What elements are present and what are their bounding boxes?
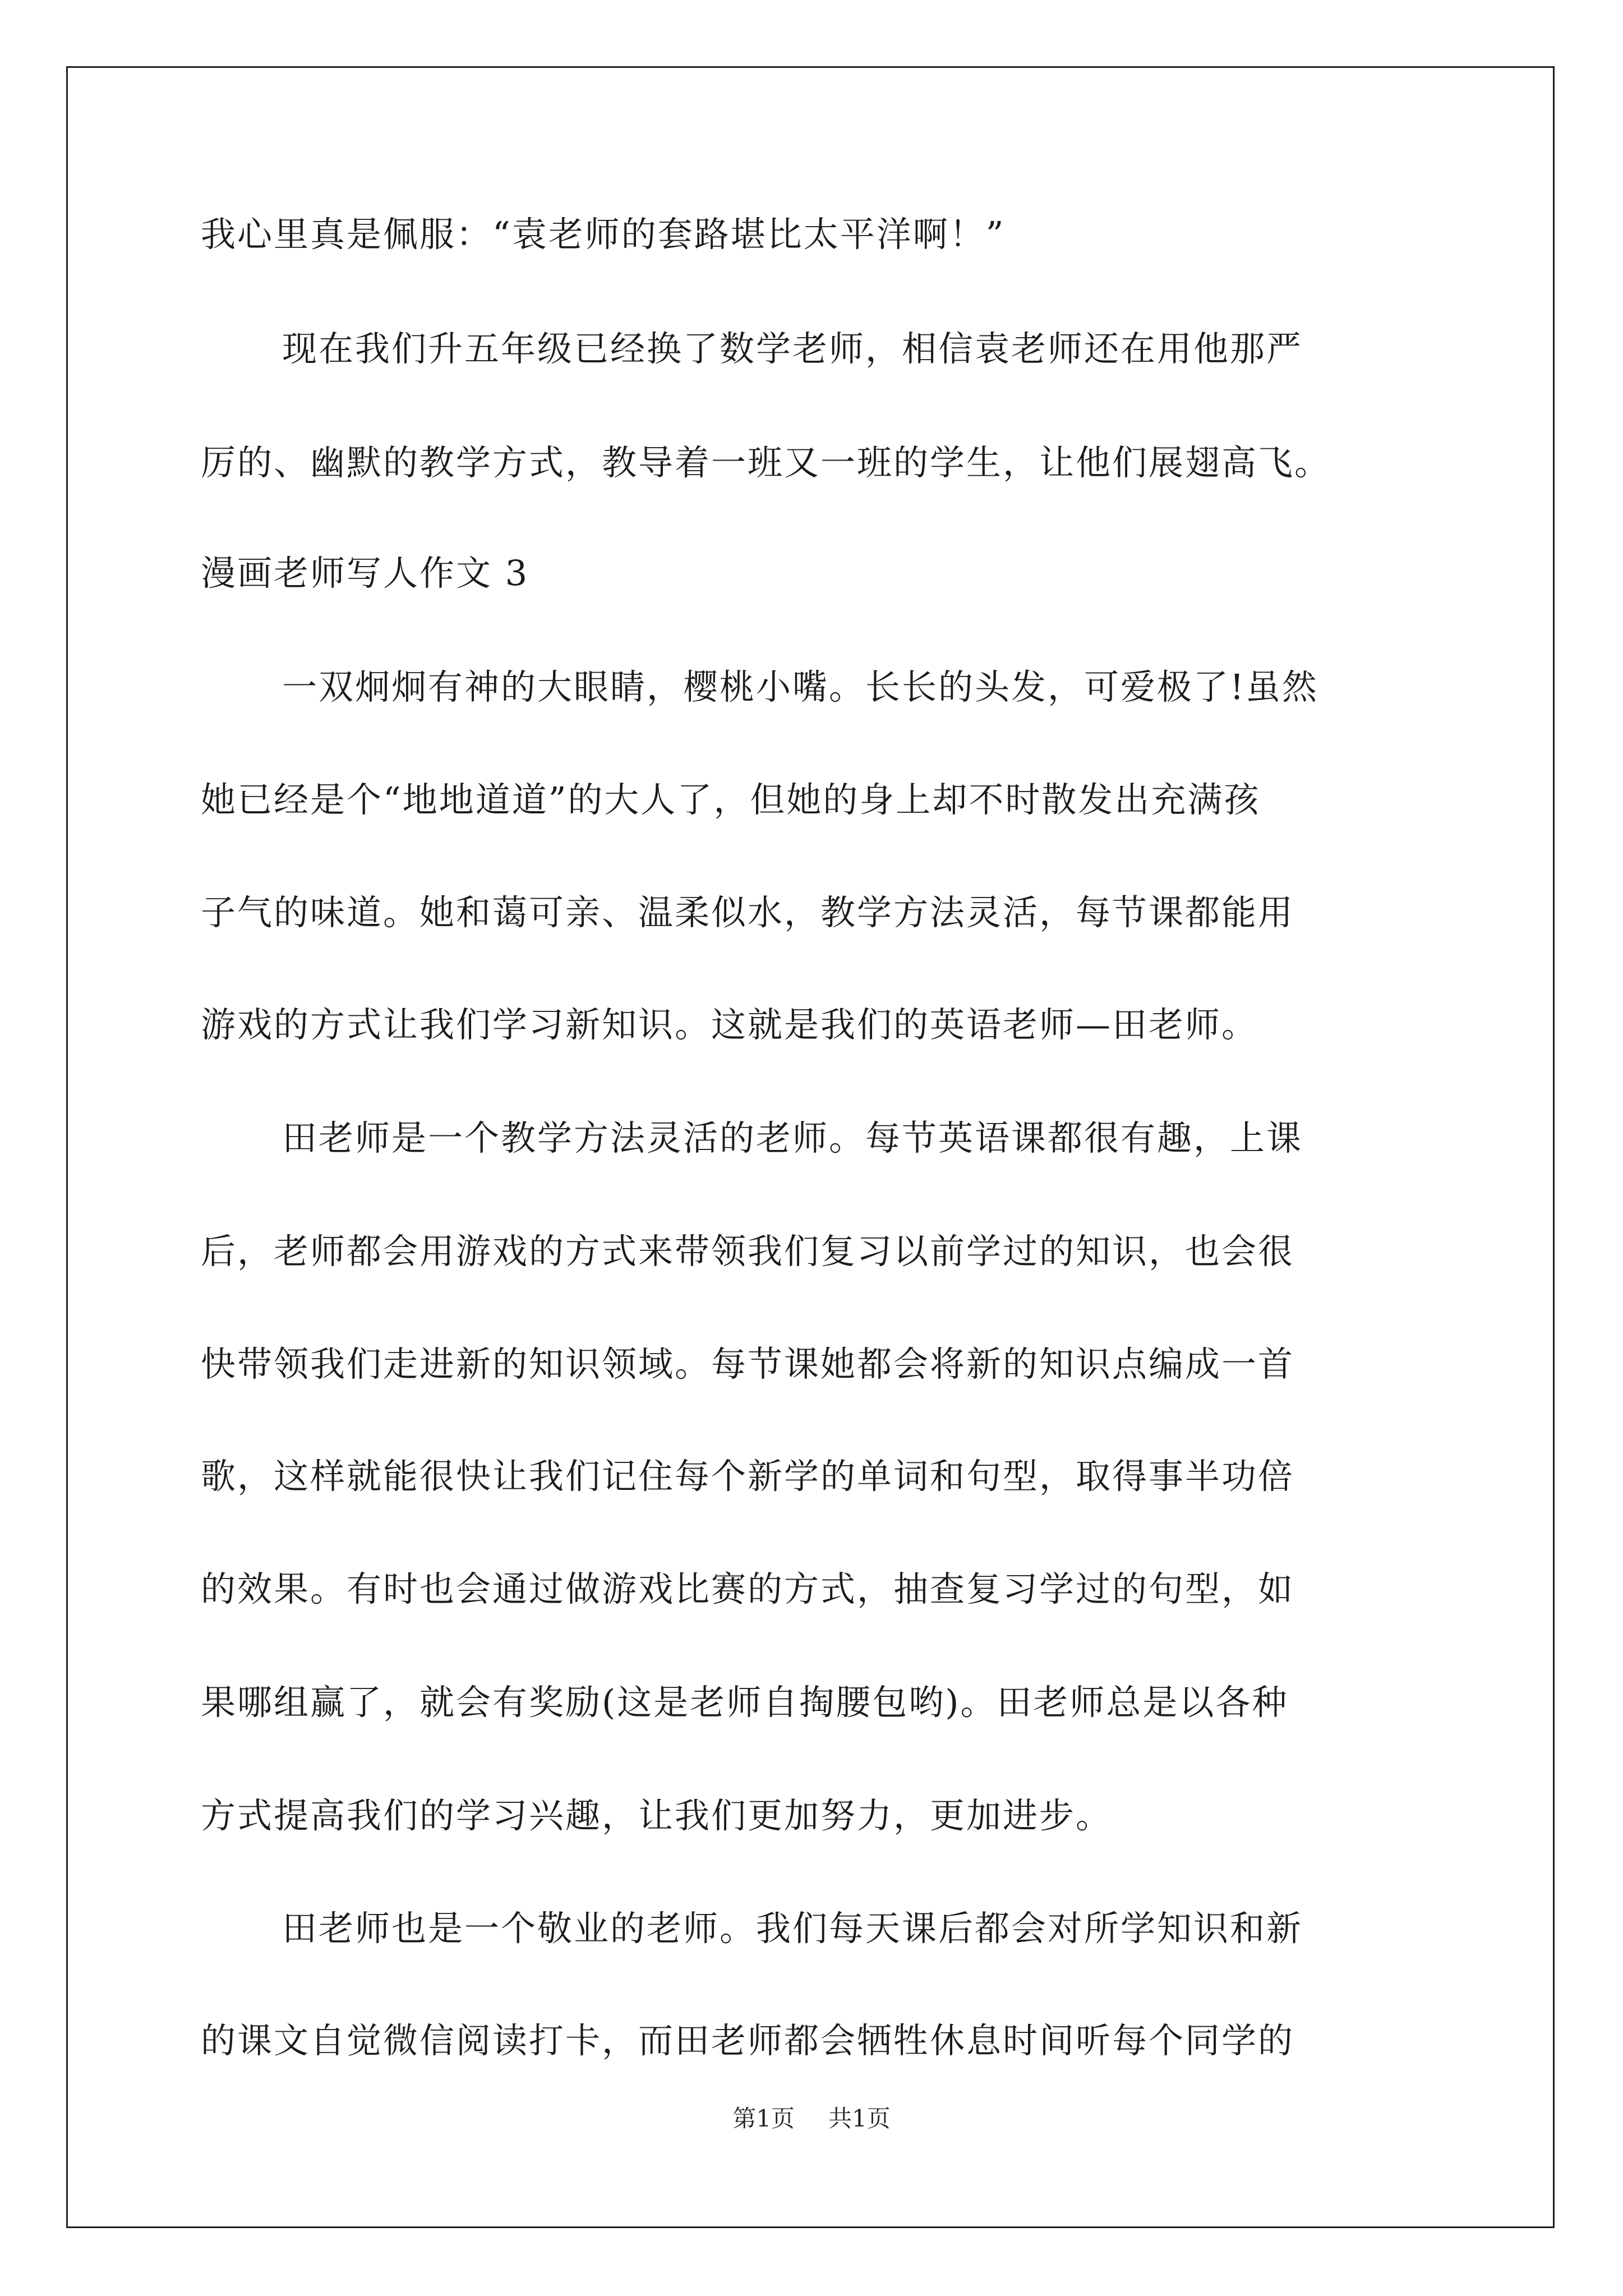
page-number-total: 共1页 xyxy=(828,2105,891,2132)
section-heading: 漫画老师写人作文 3 xyxy=(201,553,529,593)
text-line-1: 我心里真是佩服：“袁老师的套路堪比太平洋啊！” xyxy=(201,214,1006,255)
text-line-12: 歌，这样就能很快让我们记住每个新学的单词和句型，取得事半功倍 xyxy=(201,1456,1295,1497)
text-line-11: 快带领我们走进新的知识领域。每节课她都会将新的知识点编成一首 xyxy=(201,1343,1295,1384)
text-line-16: 田老师也是一个敬业的老师。我们每天课后都会对所学知识和新 xyxy=(282,1908,1303,1949)
page-number-current: 第1页 xyxy=(732,2105,795,2132)
text-line-8: 游戏的方式让我们学习新知识。这就是我们的英语老师—田老师。 xyxy=(201,1004,1258,1045)
text-line-10: 后，老师都会用游戏的方式来带领我们复习以前学过的知识，也会很 xyxy=(201,1231,1295,1272)
text-line-13: 的效果。有时也会通过做游戏比赛的方式，抽查复习学过的句型，如 xyxy=(201,1568,1295,1609)
text-line-14: 果哪组赢了，就会有奖励(这是老师自掏腰包哟)。田老师总是以各种 xyxy=(201,1682,1289,1723)
text-line-6: 她已经是个“地地道道”的大人了，但她的身上却不时散发出充满孩 xyxy=(201,779,1261,820)
text-line-9: 田老师是一个教学方法灵活的老师。每节英语课都很有趣，上课 xyxy=(282,1117,1303,1158)
text-line-15: 方式提高我们的学习兴趣，让我们更加努力，更加进步。 xyxy=(201,1795,1113,1836)
text-line-17: 的课文自觉微信阅读打卡，而田老师都会牺牲休息时间听每个同学的 xyxy=(201,2020,1295,2061)
text-line-2: 现在我们升五年级已经换了数学老师，相信袁老师还在用他那严 xyxy=(282,328,1303,369)
text-line-3: 厉的、幽默的教学方式，教导着一班又一班的学生，让他们展翅高飞。 xyxy=(201,442,1331,483)
text-line-5: 一双炯炯有神的大眼睛，樱桃小嘴。长长的头发，可爱极了!虽然 xyxy=(282,666,1318,707)
text-line-7: 子气的味道。她和蔼可亲、温柔似水，教学方法灵活，每节课都能用 xyxy=(201,892,1295,933)
page-footer xyxy=(0,2105,1623,2133)
